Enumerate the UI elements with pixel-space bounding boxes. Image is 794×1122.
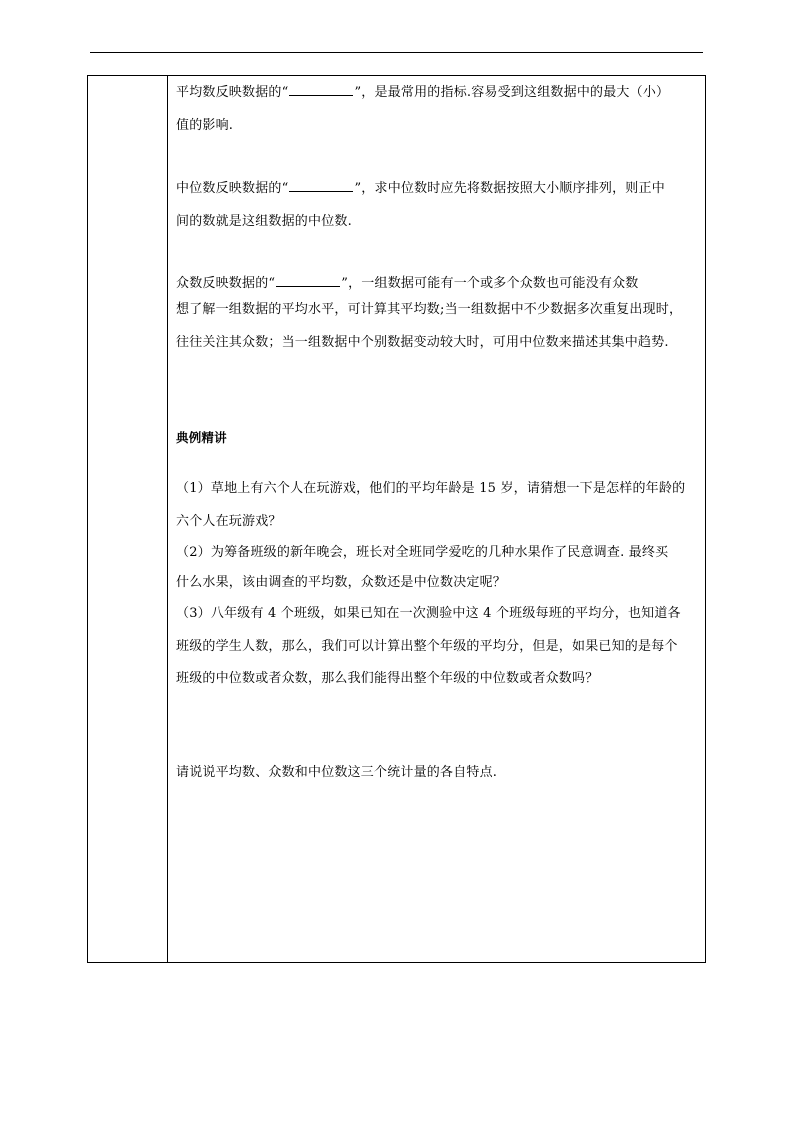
median-text-c: 间的数就是这组数据的中位数.	[176, 214, 352, 229]
mean-line-1	[176, 80, 695, 106]
mean-blank[interactable]	[289, 81, 353, 96]
discussion-prompt: 请说说平均数、众数和中位数这三个统计量的各自特点.	[176, 765, 498, 780]
median-line-2	[176, 209, 695, 235]
summary-line-2: 往往关注其众数；当一组数据中个别数据变动较大时，可用中位数来描述其集中趋势.	[176, 335, 669, 350]
median-line-1	[176, 176, 695, 202]
question-3-line-2: 班级的学生人数，那么，我们可以计算出整个年级的平均分，但是，如果已知的是每个	[176, 639, 678, 654]
header-rule	[90, 52, 703, 53]
mean-line-2	[176, 113, 695, 139]
mean-text-c: 值的影响.	[176, 118, 234, 133]
mode-blank[interactable]	[276, 272, 340, 287]
mean-text-a: 平均数反映数据的“	[176, 85, 289, 100]
lesson-table	[87, 75, 706, 963]
median-blank[interactable]	[289, 177, 353, 192]
mode-line-1	[176, 271, 695, 297]
median-text-a: 中位数反映数据的“	[176, 181, 289, 196]
question-3-line-1: （3）八年级有 4 个班级，如果已知在一次测验中这 4 个班级每班的平均分，也知道各	[176, 606, 681, 621]
question-1-line-1: （1）草地上有六个人在玩游戏，他们的平均年龄是 15 岁，请猜想一下是怎样的年龄的	[176, 481, 686, 496]
question-2-line-2: 什么水果，该由调查的平均数，众数还是中位数决定呢？	[176, 575, 507, 590]
mode-text-b: ”，一组数据可能有一个或多个众数也可能没有众数	[341, 276, 639, 291]
median-text-b: ”，求中位数时应先将数据按照大小顺序排列，则正中	[354, 181, 665, 196]
summary-line-1: 想了解一组数据的平均水平，可计算其平均数;当一组数据中不少数据多次重复出现时，	[176, 302, 683, 317]
mode-text-a: 众数反映数据的“	[176, 276, 276, 291]
right-column-cell	[168, 76, 705, 962]
left-column-cell	[88, 76, 168, 962]
mean-text-b: ”，是最常用的指标.容易受到这组数据中的最大（小）	[354, 85, 670, 100]
example-heading: 典例精讲	[176, 430, 227, 445]
question-1-line-2: 六个人在玩游戏？	[176, 514, 282, 529]
question-3-line-3: 班级的中位数或者众数，那么我们能得出整个年级的中位数或者众数吗？	[176, 671, 599, 686]
question-2-line-1: （2）为筹备班级的新年晚会，班长对全班同学爱吃的几种水果作了民意调查. 最终买	[176, 545, 669, 560]
